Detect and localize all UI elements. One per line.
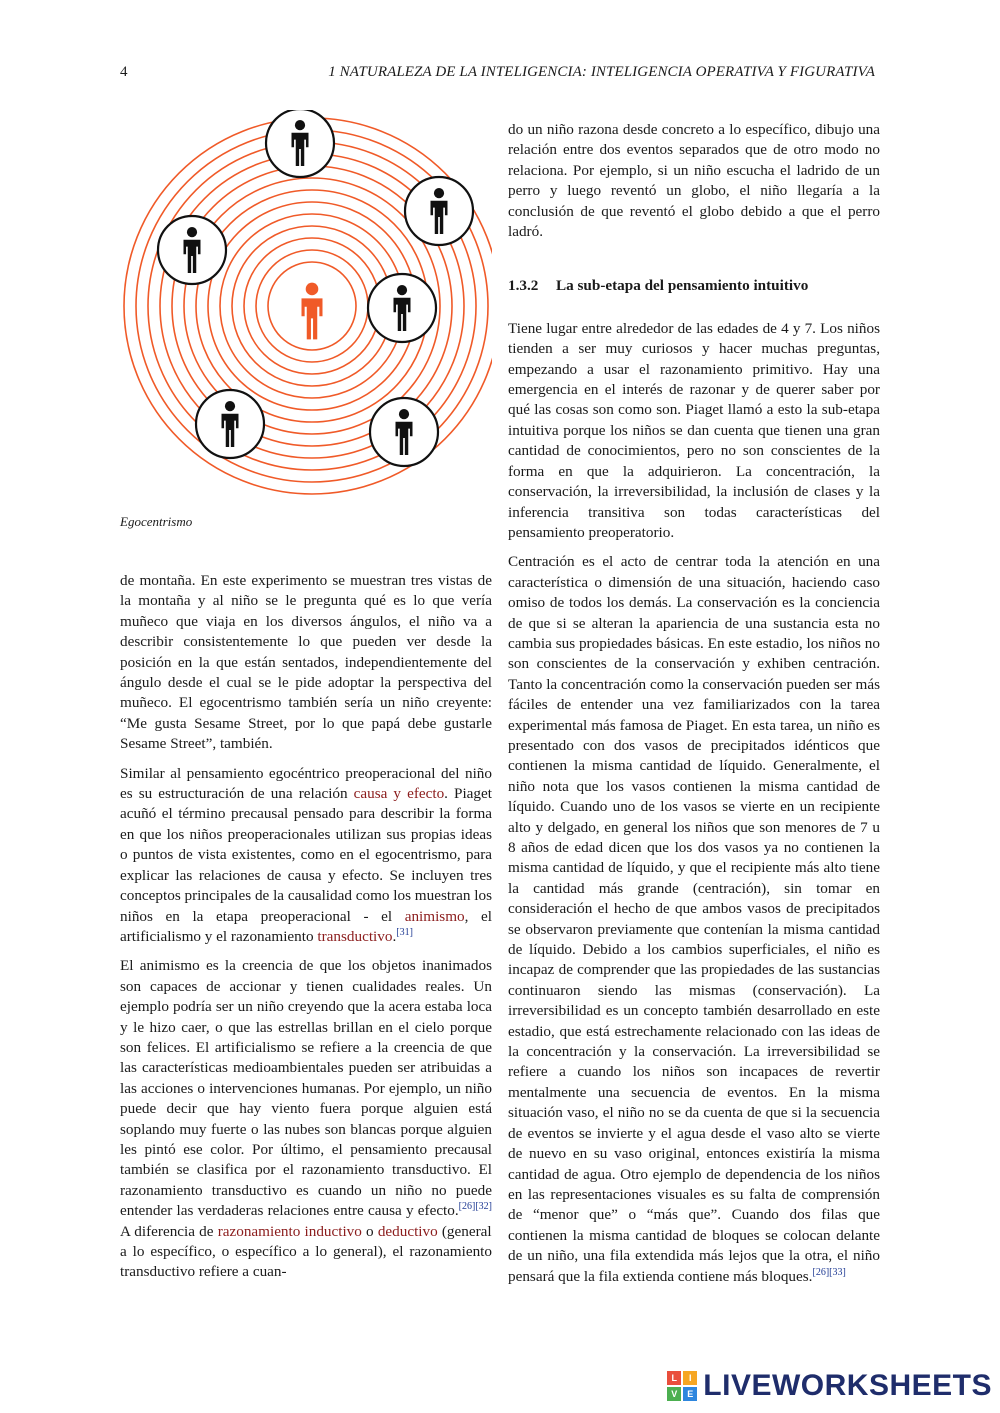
liveworksheets-logo-icon	[667, 1371, 697, 1401]
text-segment: . Piaget acuñó el término precausal pensado para describir la forma en que los niños preoperacionales utilizan sus propias ideas o puntos de vista existentes, como en el egocentrismo, para explicar las relaciones de causa y efecto. Se incluyen tres conceptos principales de la causalidad como los muestran los niños en la etapa preoperacional - el	[120, 785, 492, 925]
logo-tile-l: L	[667, 1371, 681, 1385]
text-segment: o	[361, 1222, 378, 1240]
text-segment: (general a lo específico, o específico a lo general), el razonamiento transductivo refiere a cuan-	[120, 1222, 492, 1281]
link-transductivo[interactable]: transductivo	[317, 927, 393, 945]
center-child-figure	[302, 283, 323, 340]
link-deductivo[interactable]: deductivo	[377, 1222, 438, 1240]
running-header: 1 NATURALEZA DE LA INTELIGENCIA: INTELIGENCIA OPERATIVA Y FIGURATIVA	[328, 64, 875, 80]
section-number: 1.3.2	[508, 277, 539, 295]
paragraph-transductivo-cont: do un niño razona desde concreto a lo específico, dibujo una relación entre dos eventos separados que de otro modo no relaciona. Por ejemplo, si un niño escucha el ladrido de un perro y luego reventó un globo, el niño llegaría a la conclusión de que reventó el globo debido a que el perro ladró.	[508, 121, 880, 241]
paragraph-montana: de montaña. En este experimento se muestran tres vistas de la montaña y al niño se le pregunta qué es lo que vería muñeco que viaja en los diversos ángulos, el niño va a describir consistentemente lo que pueden ver desde la posición en la que están sentados, independientemente del ángulo desde el cual se le pide adoptar la perspectiva del muñeco. El egocentrismo también sería un niño creyente: “Me gusta Sesame Street, por lo que papá debe gustarle Sesame Street”, también.	[120, 572, 492, 753]
text-segment: , el artificialismo y el razonamiento	[120, 907, 492, 945]
page-number: 4	[120, 64, 128, 80]
observer-figure	[370, 398, 438, 466]
text-segment: Centración es el acto de centrar toda la atención en una característica o dimensión de una situación, haciendo caso omiso de todos los demás. La conservación es la conciencia de que si se alteran la apariencia de una sustancia esta no cambia sus propiedades básicas. En este estadio, los niños no son conscientes de la conservación y exhiben centración. Tanto la concentración como la conservación pueden ser más fáciles de entender una vez familiarizados con la tarea experimental más famosa de Piaget. En esta tarea, un niño es presentado con dos vasos de precipitados idénticos que contienen la misma cantidad de líquido. Generalmente, el niño nota que los vasos contienen la misma cantidad de líquido. Cuando uno de los vasos se vierte en un recipiente alto y delgado, en general los niños que son menores de 7 u 8 años de edad dicen que los dos vasos ya no contienen la misma cantidad de líquido, y que el recipiente más alto tiene la cantidad más grande (centración), sin tomar en consideración el hecho de que ambos vasos de precipitados se observaron previamente que contenían la misma cantidad de líquido. Debido a los cambios superficiales, el niño es incapaz de comprender que las propiedades de las sustancias continuaron siendo las mismas (conservación). La irreversibilidad es un concepto también desarrollado en este estadio, que está estrechamente relacionado con las ideas de la concentración y la conservación. La irreversibilidad se refiere a cuando los niños son incapaces de revertir mentalmente una secuencia de eventos. En la misma situación vaso, el niño no se da cuenta de que si la secuencia de eventos se invierte y el agua desde el vaso alto se vierte de nuevo en su vaso original, entonces existiría la misma cantidad de agua. Otro ejemplo de dependencia de los niños en las representaciones visuales es su falta de comprensión de “menor que” o “más que”. Cuando dos filas que contienen la misma cantidad de bloques se colocan delante de un niño, una fila extendida más lejos que la otra, el niño pensará que la fila extienda contiene más bloques.	[508, 553, 880, 1285]
liveworksheets-wordmark: LIVEWORKSHEETS	[703, 1369, 992, 1402]
text-segment: .	[392, 927, 397, 945]
observer-figure	[405, 177, 473, 245]
observer-figure	[368, 274, 436, 342]
link-animismo[interactable]: animismo	[404, 907, 465, 925]
logo-tile-e: E	[683, 1387, 697, 1401]
link-razonamiento-inductivo[interactable]: razonamiento inductivo	[217, 1222, 362, 1240]
citation-31[interactable]: [31]	[396, 926, 413, 938]
citation-26-32[interactable]: [26][32]	[458, 1201, 492, 1213]
text-segment: A diferencia de	[120, 1222, 218, 1240]
figure-caption: Egocentrismo	[120, 514, 193, 529]
observer-figure	[196, 390, 264, 458]
liveworksheets-watermark[interactable]	[667, 1369, 992, 1403]
section-title: La sub-etapa del pensamiento intuitivo	[556, 277, 809, 295]
egocentrism-diagram	[120, 110, 492, 502]
section-heading-1-3-2	[508, 276, 880, 296]
left-column	[120, 571, 492, 1292]
paragraph-intuitivo: Tiene lugar entre alrededor de las edades de 4 y 7. Los niños tienden a ser muy curiosos y hacer muchas preguntas, empezando a usar el razonamiento primitivo. Hay una emergencia en el interés de razonar y de querer saber por qué las cosas son como son. Piaget llamó a esto la sub-etapa intuitiva porque los niños se dan cuenta que tienen una gran cantidad de conocimientos, pero no son conscientes de la forma en que la adquirieron. La concentración, la conservación, la irreversibilidad, la inclusión de clases y la inferencia transitiva son todas características del pensamiento preoperatorio.	[508, 319, 880, 541]
link-causa-y-efecto[interactable]: causa y efecto	[353, 785, 445, 803]
right-column	[508, 120, 880, 1296]
paragraph-causa-efecto	[120, 764, 492, 948]
logo-tile-i: I	[683, 1371, 697, 1385]
text-segment: Similar al pensamiento egocéntrico preoperacional del niño es su estructuración de una relación	[120, 764, 492, 803]
citation-26-33[interactable]: [26][33]	[812, 1266, 846, 1278]
logo-tile-v: V	[667, 1387, 681, 1401]
paragraph-centracion	[508, 552, 880, 1287]
observer-figure	[266, 110, 334, 177]
observer-figure	[158, 216, 226, 284]
paragraph-animismo	[120, 956, 492, 1283]
egocentrism-figure	[120, 110, 492, 502]
text-segment: El animismo es la creencia de que los objetos inanimados son capaces de accionar y tienen cualidades reales. Un ejemplo podría ser un niño creyendo que la acera estaba loca y le hizo caer, o que las estrellas brillan en el cielo porque son felices. El artificialismo se refiere a la creencia de que las características medioambientales pueden ser atribuidas a las acciones o intervenciones humanas. Por ejemplo, un niño puede decir que hay viento fuera porque alguien está soplando muy fuerte o las nubes son blancas porque alguien les pintó ese color. Por último, el pensamiento precausal también se clasifica por el razonamiento transductivo. El razonamiento transductivo es cuando un niño no puede entender las verdaderas relaciones entre causa y efecto.	[120, 957, 492, 1220]
